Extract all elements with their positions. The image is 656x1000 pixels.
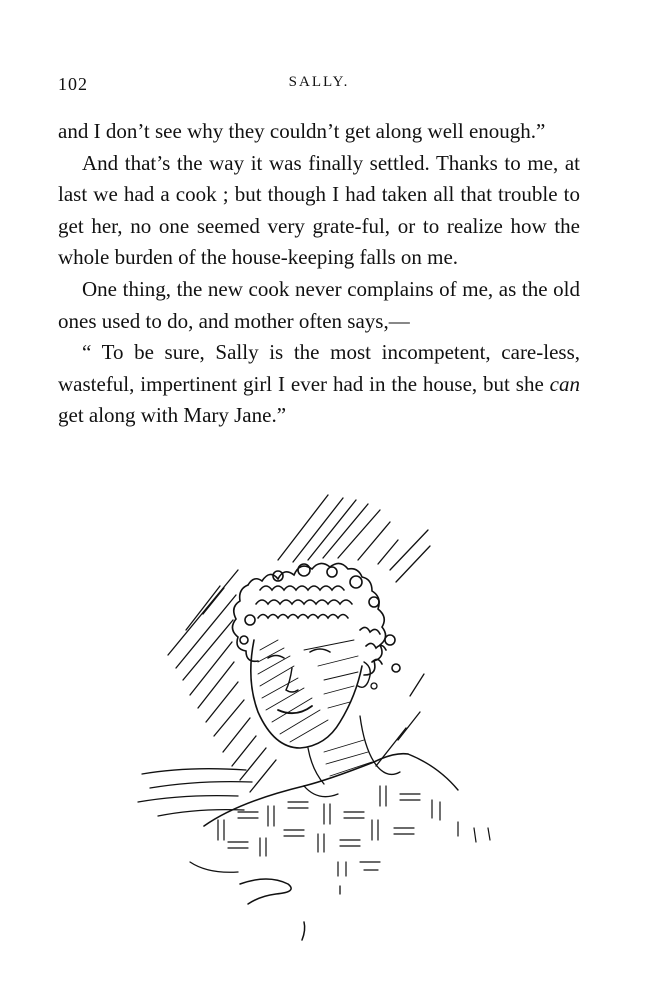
paragraph: One thing, the new cook never complains of me, as the old ones used to do, and mother often says,—: [58, 276, 580, 333]
paragraph-quotation: [58, 337, 580, 432]
quote-text: “ To be sure, Sally is the most incompetent, care-less, wasteful, impertinent girl I ever had in the house, but she: [58, 340, 580, 396]
portrait-sketch: [128, 490, 518, 950]
page-header: [58, 74, 580, 98]
quote-text: get along with Mary Jane.”: [58, 403, 287, 428]
body-text: [58, 116, 580, 432]
paragraph: And that’s the way it was finally settled. Thanks to me, at last we had a cook ; but though I had taken all that trouble to get her, no one seemed very grate-ful, or to realize how the whole burden of the house-keeping falls on me.: [58, 150, 580, 270]
portrait-illustration: [128, 490, 518, 950]
paragraph-continuation: and I don’t see why they couldn’t get along well enough.”: [58, 119, 546, 143]
running-head: SALLY.: [288, 74, 350, 90]
emphasized-word: can: [549, 371, 580, 396]
page-number: 102: [58, 74, 88, 94]
